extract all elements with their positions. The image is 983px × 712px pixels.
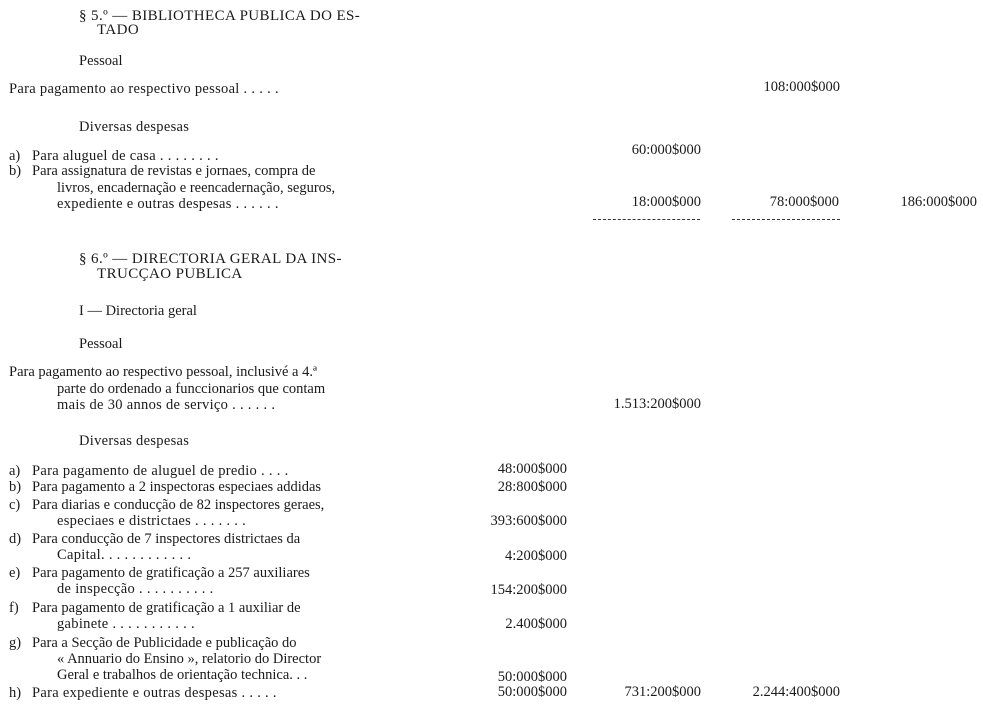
section6-item-value: 28:800$000 — [497, 479, 567, 495]
section5-heading-line2: TADO — [97, 22, 140, 38]
section5-diversas-label: Diversas despesas — [79, 119, 190, 135]
section6-pessoal-line1: Para pagamento ao respectivo pessoal, inclusivé a 4.ª — [9, 364, 317, 380]
section6-item-label: d) — [9, 531, 22, 547]
section5-pessoal-label: Pessoal — [79, 53, 123, 69]
section6-item-value: 48:000$000 — [497, 461, 567, 477]
section6-item-text: « Annuario do Ensino », relatorio do Director — [57, 651, 322, 667]
section5-item-a-text: Para aluguel de casa . . . . . . . . — [32, 148, 219, 164]
section6-item-text: Geral e trabalhos de orientação technica. . . — [57, 667, 308, 683]
section5-item-b-label: b) — [9, 163, 22, 179]
section6-item-text: Para pagamento de gratificação a 257 auxiliares — [32, 565, 310, 581]
section5-item-b-line2: livros, encadernação e reencadernação, seguros, — [57, 180, 336, 196]
section6-item-text: Capital. . . . . . . . . . . . — [57, 547, 192, 563]
section6-item-value: 50:000$000 — [497, 669, 567, 685]
section5-rule-right — [732, 219, 840, 220]
section6-item-label: b) — [9, 479, 22, 495]
section6-item-text: gabinete . . . . . . . . . . . — [57, 616, 195, 632]
section6-total: 2.244:400$000 — [752, 684, 840, 700]
section6-heading-line2: TRUCÇAO PUBLICA — [97, 266, 243, 282]
section5-pessoal-value: 108:000$000 — [763, 79, 840, 95]
section5-heading-line1: § 5.º — BIBLIOTHECA PUBLICA DO ES- — [79, 8, 361, 24]
section6-item-value: 154:200$000 — [490, 582, 567, 598]
section6-item-label: a) — [9, 463, 21, 479]
section5-item-a-value: 60:000$000 — [631, 142, 701, 158]
section6-item-text: Para expediente e outras despesas . . . . . — [32, 685, 277, 701]
section6-item-text: Para pagamento de gratificação a 1 auxiliar de — [32, 600, 301, 616]
section6-item-text: especiaes e districtaes . . . . . . . — [57, 513, 247, 529]
section6-subtotal: 731:200$000 — [624, 684, 701, 700]
section5-total: 186:000$000 — [900, 194, 977, 210]
section6-item-value: 2.400$000 — [505, 616, 567, 632]
section6-sub-heading: I — Directoria geral — [79, 303, 197, 319]
section6-item-text: Para a Secção de Publicidade e publicação do — [32, 635, 297, 651]
section6-pessoal-label: Pessoal — [79, 336, 123, 352]
section6-item-text: Para pagamento a 2 inspectoras especiaes addidas — [32, 479, 322, 495]
section6-item-text: Para pagamento de aluguel de predio . . . . — [32, 463, 289, 479]
section6-pessoal-line3: mais de 30 annos de serviço . . . . . . — [57, 397, 276, 413]
section5-pessoal-line: Para pagamento ao respectivo pessoal . . . . . — [9, 81, 279, 97]
section6-item-text: Para diarias e conducção de 82 inspectores geraes, — [32, 497, 325, 513]
section6-pessoal-line2: parte do ordenado a funccionarios que contam — [57, 381, 326, 397]
section5-rule-left — [593, 219, 700, 220]
section6-heading-line1: § 6.º — DIRECTORIA GERAL DA INS- — [79, 251, 342, 267]
section5-item-b-line1: Para assignatura de revistas e jornaes, compra de — [32, 163, 316, 179]
section6-diversas-label: Diversas despesas — [79, 433, 190, 449]
section6-item-text: Para conducção de 7 inspectores districtaes da — [32, 531, 301, 547]
section6-item-label: c) — [9, 497, 21, 513]
section6-item-value: 393:600$000 — [490, 513, 567, 529]
section6-item-value: 50:000$000 — [497, 684, 567, 700]
section6-item-label: e) — [9, 565, 21, 581]
section6-item-text: de inspecção . . . . . . . . . . — [57, 581, 214, 597]
section5-item-b-line3: expediente e outras despesas . . . . . . — [57, 196, 279, 212]
section6-item-value: 4:200$000 — [504, 548, 567, 564]
section6-pessoal-value: 1.513:200$000 — [613, 396, 701, 412]
section6-item-label: f) — [9, 600, 19, 616]
section6-item-label: g) — [9, 635, 22, 651]
section6-item-label: h) — [9, 685, 22, 701]
section5-item-b-value: 18:000$000 — [631, 194, 701, 210]
section5-subtotal: 78:000$000 — [769, 194, 839, 210]
section5-item-a-label: a) — [9, 148, 21, 164]
